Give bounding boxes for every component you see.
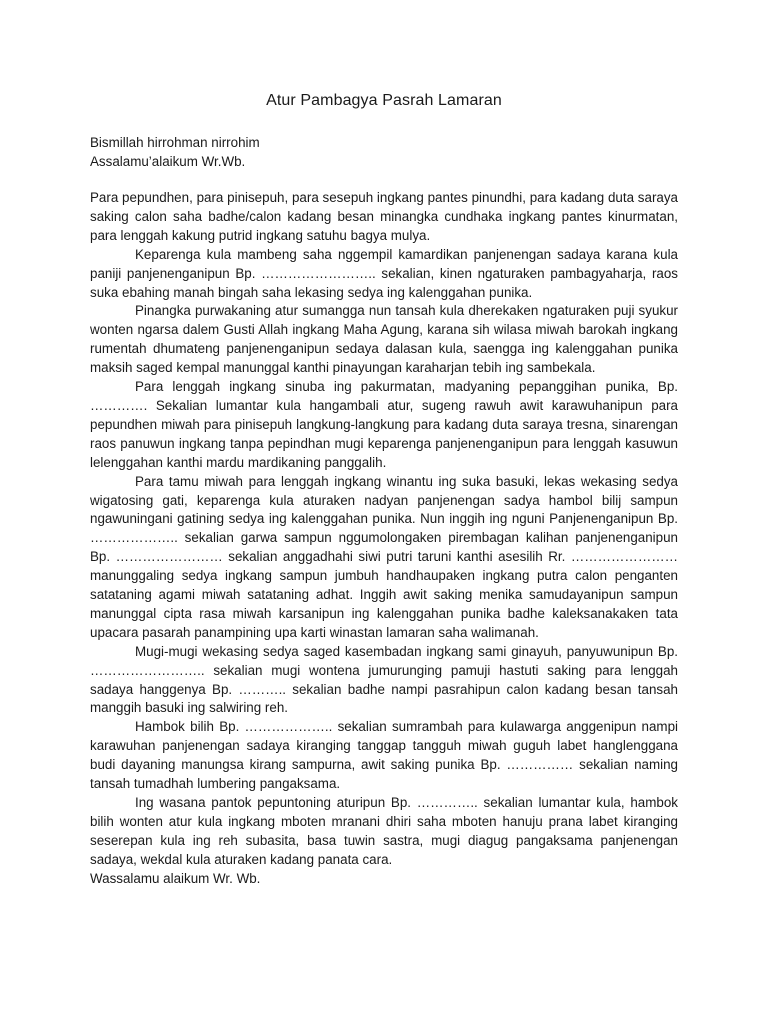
- paragraph-7: Hambok bilih Bp. ……………….. sekalian sumrambah para kulawarga anggenipun nampi karawuhan panjenengan sadaya kiranging tanggap tangguh miwah guguh labet hanglenggana budi dayaning manungsa kirang sampurna, awit saking punika Bp. …………… sekalian naming tansah tumadhah lumbering pangaksama.: [90, 719, 678, 792]
- paragraph-1: Para pepundhen, para pinisepuh, para sesepuh ingkang pantes pinundhi, para kadang duta saraya saking calon saha badhe/calon kadang besan minangka cundhaka ingkang pantes kinurmatan, para lenggah kakung putrid ingkang satuhu bagya mulya.: [90, 190, 678, 243]
- paragraph-6: Mugi-mugi wekasing sedya saged kasembadan ingkang sami ginayuh, panyuwunipun Bp. …………………….. sekalian mugi wontena jumurunging pamuji hastuti saking para lenggah sadaya hanggenya Bp. ……….. sekalian badhe nampi pasrahipun calon kadang besan tansah manggih basuki ing salwiring reh.: [90, 643, 678, 716]
- paragraph-8: Ing wasana pantok pepuntoning aturipun Bp. ………….. sekalian lumantar kula, hambok bilih wonten atur kula ingkang mboten mranani dhiri saha mboten hanuju prana labet kiranging seserepan kula ing reh subasita, basa tuwin sastra, mugi diagug pangaksama panjenengan sadaya, wekdal kula aturaken kadang panata cara.: [90, 795, 678, 867]
- opening-basmalah: Bismillah hirrohman nirrohim: [90, 135, 260, 150]
- paragraph-4: Para lenggah ingkang sinuba ing pakurmatan, madyaning pepanggihan punika, Bp. …………. Sekalian lumantar kula hangambali atur, sugeng rawuh awit karawuhanipun para pepundhen miwah para pinisepuh langkung-langkung para kadang duta saraya tresna, sinarengan raos panuwun ingkang tanpa pepindhan mugi keparenga panjenenganipun para lenggah kasuwun lelenggahan kanthi mardu mardikaning panggalih.: [90, 379, 678, 470]
- opening-salam: Assalamu’alaikum Wr.Wb.: [90, 154, 246, 169]
- paragraph-5: Para tamu miwah para lenggah ingkang winantu ing suka basuki, lekas wekasing sedya wigatosing gati, keparenga kula aturaken nadyan panjenengan sadya hambol bilij sampun ngawuningani gatining sedya ing kalenggahan punika. Nun inggih ing nguni Panjenenganipun Bp. ……………….. sekalian garwa sampun nggumolongaken pirembagan kalihan panjenenganipun Bp. …………………… sekalian anggadhahi siwi putri taruni kanthi asesilih Rr. …………………… manunggaling sedya ingkang sampun jumbuh handhaupaken ingkang putra calon penganten satataning agami miwah satataning adhat. Inggih awit saking menika samudayanipun sampun manunggal cipta rasa miwah karsanipun ing kalenggahan punika badhe kaleksanakaken tata upacara pasarah panampining upa karti winastan lamaran saha walimanah.: [90, 473, 678, 640]
- paragraph-3: Pinangka purwakaning atur sumangga nun tansah kula dherekaken ngaturaken puji syukur wonten ngarsa dalem Gusti Allah ingkang Maha Agung, karana sih wilasa miwah barokah ingkang rumentah dhumateng panjenenganipun sedaya dalasan kula, saengga ing kalenggahan punika maksih saged kempal manunggal kanthi pinayungan karaharjan tebih ing sambekala.: [90, 303, 678, 376]
- document-body: [90, 189, 678, 889]
- paragraph-2: Keparenga kula mambeng saha nggempil kamardikan panjenengan sadaya karana kula paniji panjenenganipun Bp. …………………….. sekalian, kinen ngaturaken pambagyaharja, raos suka ebahing manah bingah saha lekasing sedya ing kalenggahan punika.: [90, 246, 678, 300]
- document-title: Atur Pambagya Pasrah Lamaran: [266, 92, 502, 109]
- closing-salam: Wassalamu alaikum Wr. Wb.: [90, 870, 261, 886]
